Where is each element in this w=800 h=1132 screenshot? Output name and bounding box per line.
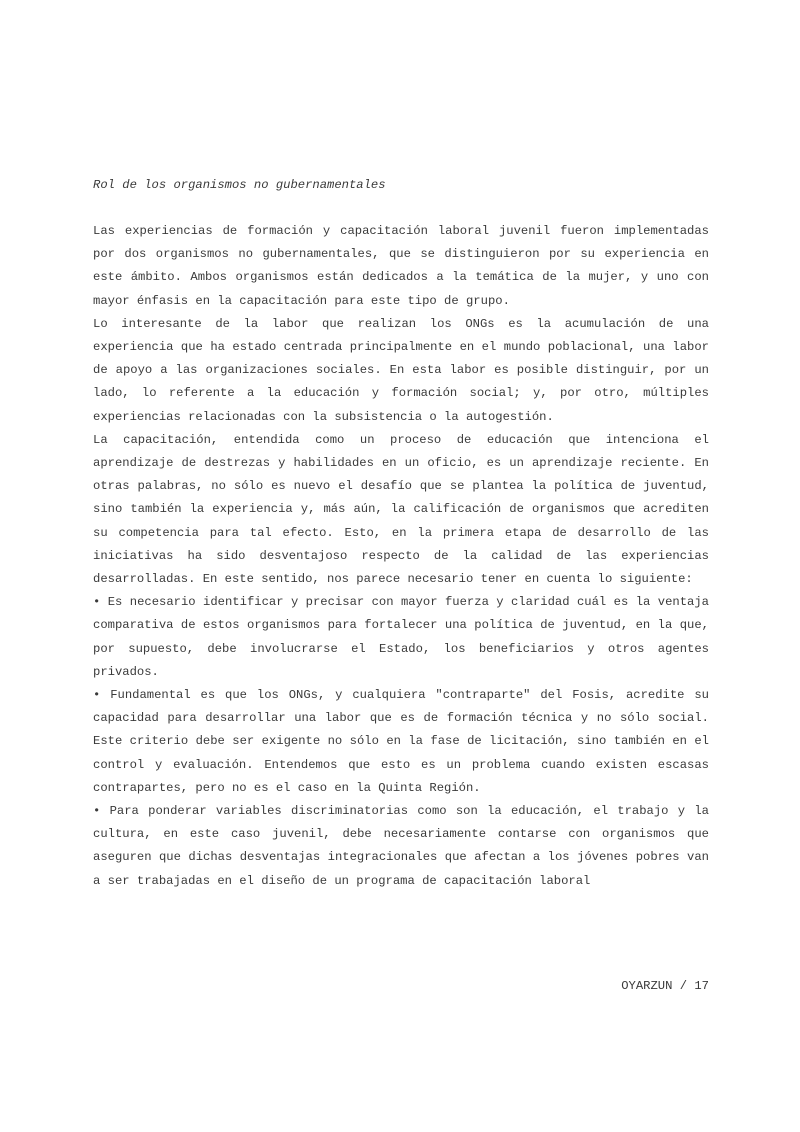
bullet-paragraph: • Para ponderar variables discriminatorias como son la educación, el trabajo y la cultura, en este caso juvenil, debe necesariamente contarse con organismos que aseguren que dichas desventajas integracionales que afectan a los jóvenes pobres van a ser trabajadas en el diseño de un programa de capacitación laboral	[93, 804, 709, 888]
body-text	[93, 220, 709, 893]
bullet-paragraph: • Fundamental es que los ONGs, y cualquiera "contraparte" del Fosis, acredite su capacidad para desarrollar una labor que es de formación técnica y no sólo social. Este criterio debe ser exigente no sólo en la fase de licitación, sino también en el control y evaluación. Entendemos que esto es un problema cuando existen escasas contrapartes, pero no es el caso en la Quinta Región.	[93, 688, 709, 795]
section-title: Rol de los organismos no gubernamentales	[93, 178, 386, 192]
bullet-paragraph: • Es necesario identificar y precisar con mayor fuerza y claridad cuál es la ventaja comparativa de estos organismos para fortalecer una política de juventud, en la que, por supuesto, debe involucrarse el Estado, los beneficiarios y otros agentes privados.	[93, 595, 709, 679]
paragraph: Lo interesante de la labor que realizan los ONGs es la acumulación de una experiencia que ha estado centrada principalmente en el mundo poblacional, una labor de apoyo a las organizaciones sociales. En esta labor es posible distinguir, por un lado, lo referente a la educación y formación social; y, por otro, múltiples experiencias relacionadas con la subsistencia o la autogestión.	[93, 316, 709, 424]
paragraph: Las experiencias de formación y capacitación laboral juvenil fueron implementadas por dos organismos no gubernamentales, que se distinguieron por su experiencia en este ámbito. Ambos organismos están dedicados a la temática de la mujer, y uno con mayor énfasis en la capacitación para este tipo de grupo.	[93, 224, 709, 308]
paragraph: La capacitación, entendida como un proceso de educación que intenciona el aprendizaje de destrezas y habilidades en un oficio, es un aprendizaje reciente. En otras palabras, no sólo es nuevo el desafío que se plantea la política de juventud, sino también la experiencia y, más aún, la calificación de organismos que acrediten su competencia para tal efecto. Esto, en la primera etapa de desarrollo de las iniciativas ha sido desventajoso respecto de la calidad de las experiencias desarrolladas. En este sentido, nos parece necesario tener en cuenta lo siguiente:	[93, 432, 709, 587]
page-footer: OYARZUN / 17	[621, 979, 709, 993]
document-page	[93, 0, 709, 1132]
